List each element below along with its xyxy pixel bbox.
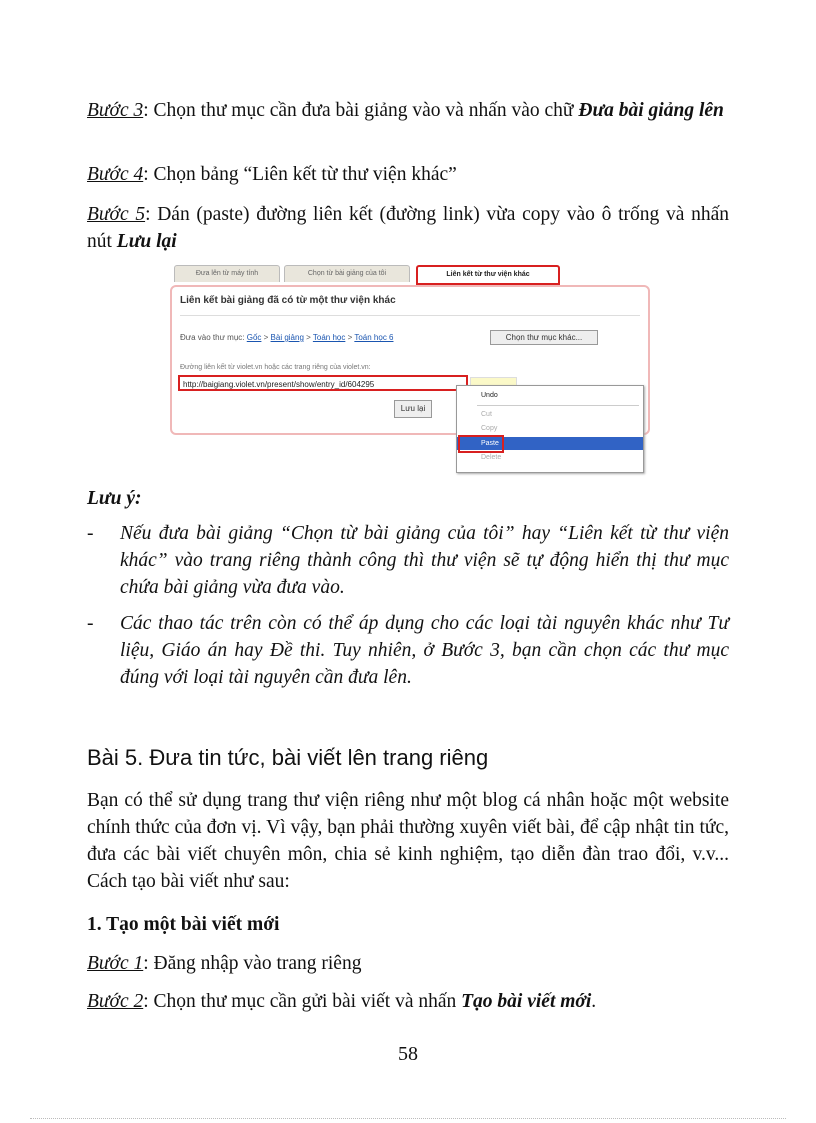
subheading: 1. Tạo một bài viết mới (87, 914, 280, 935)
context-menu-paste[interactable]: Paste (457, 437, 643, 450)
step-1-label: Bước 1 (87, 953, 144, 974)
breadcrumb-root[interactable]: Gốc (246, 333, 262, 342)
step-1-text: : Đăng nhập vào trang riêng (143, 953, 362, 974)
step-5-emphasis: Lưu lại (116, 231, 177, 252)
tab-link-from-other-library[interactable]: Liên kết từ thư viện khác (416, 265, 560, 285)
step-4-text: : Chọn bảng “Liên kết từ thư viện khác” (143, 164, 457, 185)
step-2-paragraph (87, 988, 729, 1015)
step-4-paragraph (87, 161, 729, 188)
step-3-emphasis: Đưa bài giảng lên (578, 100, 724, 121)
note-bullet (87, 610, 729, 691)
breadcrumb-sep: > (303, 333, 313, 342)
note-bullet-text: Các thao tác trên còn có thể áp dụng cho các loại tài nguyên khác như Tư liệu, Giáo án hay Đề thi. Tuy nhiên, ở Bước 3, bạn cần chọn các thư mục đúng với loại tài nguyên cần đưa lên. (120, 613, 729, 688)
step-3-text: : Chọn thư mục cần đưa bài giảng vào và nhấn vào chữ (143, 100, 579, 121)
choose-folder-button[interactable]: Chọn thư mục khác... (490, 330, 598, 345)
bullet-dash: - (87, 523, 94, 544)
breadcrumb-lectures[interactable]: Bài giảng (270, 333, 304, 342)
page-bottom-rule (30, 1118, 786, 1119)
context-menu (456, 385, 644, 473)
breadcrumb-sep: > (345, 333, 355, 342)
tab-choose-from-my-lectures[interactable]: Chọn từ bài giảng của tôi (284, 265, 410, 282)
breadcrumb-prefix: Đưa vào thư mục: (180, 333, 245, 342)
link-url-input[interactable]: http://baigiang.violet.vn/present/show/entry_id/604295 (178, 375, 468, 391)
section-heading: Bài 5. Đưa tin tức, bài viết lên trang riêng (87, 745, 489, 770)
save-button[interactable]: Lưu lại (394, 400, 432, 418)
breadcrumb-math-6[interactable]: Toán học 6 (354, 333, 394, 342)
note-title: Lưu ý: (87, 488, 142, 509)
paste-highlight (458, 435, 504, 453)
section-intro: Bạn có thể sử dụng trang thư viện riêng như một blog cá nhân hoặc một website chính thức của đơn vị. Vì vậy, bạn phải thường xuyên viết bài, để cập nhật tin tức, đưa các bài viết chuyên môn, chia sẻ kinh nghiệm, tạo diễn đàn trao đổi, v.v... Cách tạo bài viết như sau: (87, 790, 729, 892)
context-menu-undo[interactable]: Undo (481, 392, 498, 399)
breadcrumb (180, 333, 393, 342)
note-bullet-text: Nếu đưa bài giảng “Chọn từ bài giảng của tôi” hay “Liên kết từ thư viện khác” vào trang riêng thành công thì thư viện sẽ tự động hiển thị thư mục chứa bài giảng vừa đưa vào. (120, 523, 729, 598)
embedded-screenshot (168, 263, 648, 471)
tab-upload-from-computer[interactable]: Đưa lên từ máy tính (174, 265, 280, 282)
bullet-dash: - (87, 613, 94, 634)
note-bullet (87, 520, 729, 601)
step-5-text: : Dán (paste) đường liên kết (đường link) vừa copy vào ô trống và nhấn nút (87, 204, 729, 252)
context-menu-cut[interactable]: Cut (481, 411, 492, 418)
step-2-emphasis: Tạo bài viết mới (461, 991, 592, 1012)
step-2-label: Bước 2 (87, 991, 144, 1012)
panel-title: Liên kết bài giảng đã có từ một thư viện khác (180, 295, 396, 306)
step-2-end: . (591, 991, 597, 1012)
context-menu-delete[interactable]: Delete (481, 454, 502, 461)
step-3-label: Bước 3 (87, 100, 144, 121)
step-3-paragraph (87, 97, 729, 124)
step-2-text: : Chọn thư mục cần gửi bài viết và nhấn (143, 991, 462, 1012)
step-1-paragraph (87, 950, 729, 977)
page-number: 58 (398, 1043, 418, 1065)
divider (180, 315, 640, 316)
breadcrumb-math[interactable]: Toán học (312, 333, 346, 342)
step-5-label: Bước 5 (87, 204, 146, 225)
breadcrumb-sep: > (261, 333, 271, 342)
step-5-paragraph (87, 201, 729, 255)
context-menu-copy[interactable]: Copy (481, 425, 498, 432)
link-field-label: Đường liên kết từ violet.vn hoặc các trang riêng của violet.vn: (180, 364, 371, 371)
menu-separator (477, 405, 639, 406)
step-4-label: Bước 4 (87, 164, 144, 185)
